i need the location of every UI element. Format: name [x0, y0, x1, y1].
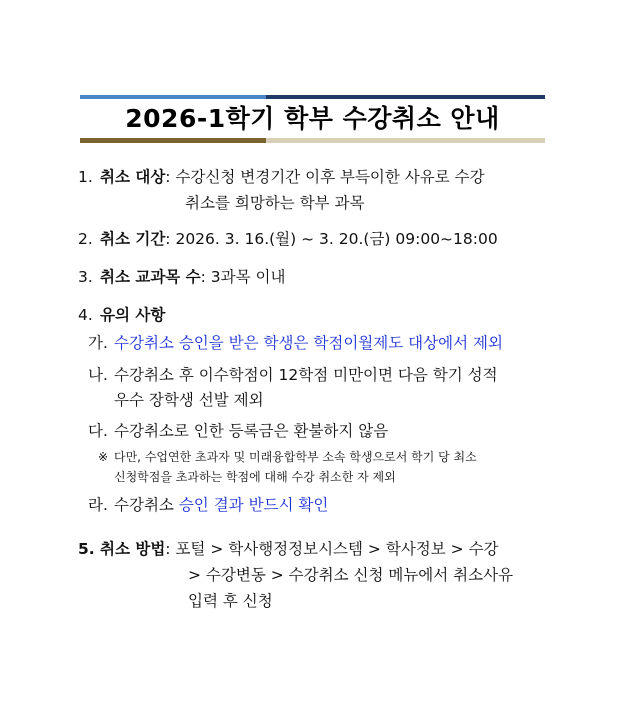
remark-text-continued: 신청학점을 초과하는 학점에 대해 수강 취소한 자 제외 [114, 470, 396, 484]
note-text: 수강취소 [114, 496, 179, 514]
item-colon: : [200, 268, 206, 286]
item-text: 3과목 이내 [205, 268, 286, 286]
note-text-continued: 우수 장학생 선발 제외 [114, 391, 264, 409]
page-title: 2026-1학기 학부 수강취소 안내 [125, 104, 500, 133]
note-mark: 가. [88, 334, 108, 352]
item-number: 4. [78, 306, 93, 324]
note-na [78, 363, 553, 419]
notice-content [78, 165, 553, 617]
note-text-highlight: 승인 결과 반드시 확인 [178, 496, 329, 514]
item-label: 취소 기간 [100, 230, 166, 248]
item-text-continued: 입력 후 신청 [188, 592, 273, 610]
note-mark: 나. [88, 366, 108, 384]
item-colon: : [165, 540, 171, 558]
item-text: 포털 > 학사행정정보시스템 > 학사정보 > 수강 [170, 540, 499, 558]
item-colon: : [165, 230, 171, 248]
note-ra [78, 493, 553, 537]
item-target [78, 165, 553, 217]
item-notes-heading [78, 303, 553, 331]
note-text-highlight: 수강취소 승인을 받은 학생은 학점이월제도 대상에서 제외 [114, 334, 503, 352]
item-label: 취소 방법 [100, 540, 166, 558]
note-ga [78, 331, 553, 363]
item-label: 취소 교과목 수 [100, 268, 201, 286]
note-text: 수강취소로 인한 등록금은 환불하지 않음 [114, 422, 389, 440]
note-mark: 다. [88, 422, 108, 440]
item-text: 수강신청 변경기간 이후 부득이한 사유로 수강 [170, 168, 485, 186]
remark-text: 다만, 수업연한 초과자 및 미래융합학부 소속 학생으로서 학기 당 최소 [114, 450, 477, 464]
item-text: 2026. 3. 16.(월) ~ 3. 20.(금) 09:00~18:00 [170, 230, 498, 248]
remark-mark: ※ [98, 450, 109, 464]
item-method [78, 537, 553, 617]
item-colon: : [165, 168, 171, 186]
item-number: 3. [78, 268, 93, 286]
item-label: 취소 대상 [100, 168, 166, 186]
item-number: 1. [78, 168, 93, 186]
title-top-bar [80, 95, 545, 99]
note-da [78, 419, 553, 447]
note-mark: 라. [88, 496, 108, 514]
item-text-continued: > 수강변동 > 수강취소 신청 메뉴에서 취소사유 [188, 566, 514, 584]
title-bottom-bar [80, 138, 545, 143]
note-text: 수강취소 후 이수학점이 12학점 미만이면 다음 학기 성적 [114, 366, 498, 384]
item-text-continued: 취소를 희망하는 학부 과목 [185, 194, 365, 212]
item-period [78, 227, 553, 265]
item-course-count [78, 265, 553, 303]
item-number: 5. [78, 540, 95, 558]
note-remark [78, 447, 553, 493]
item-number: 2. [78, 230, 93, 248]
item-label: 유의 사항 [100, 306, 166, 324]
